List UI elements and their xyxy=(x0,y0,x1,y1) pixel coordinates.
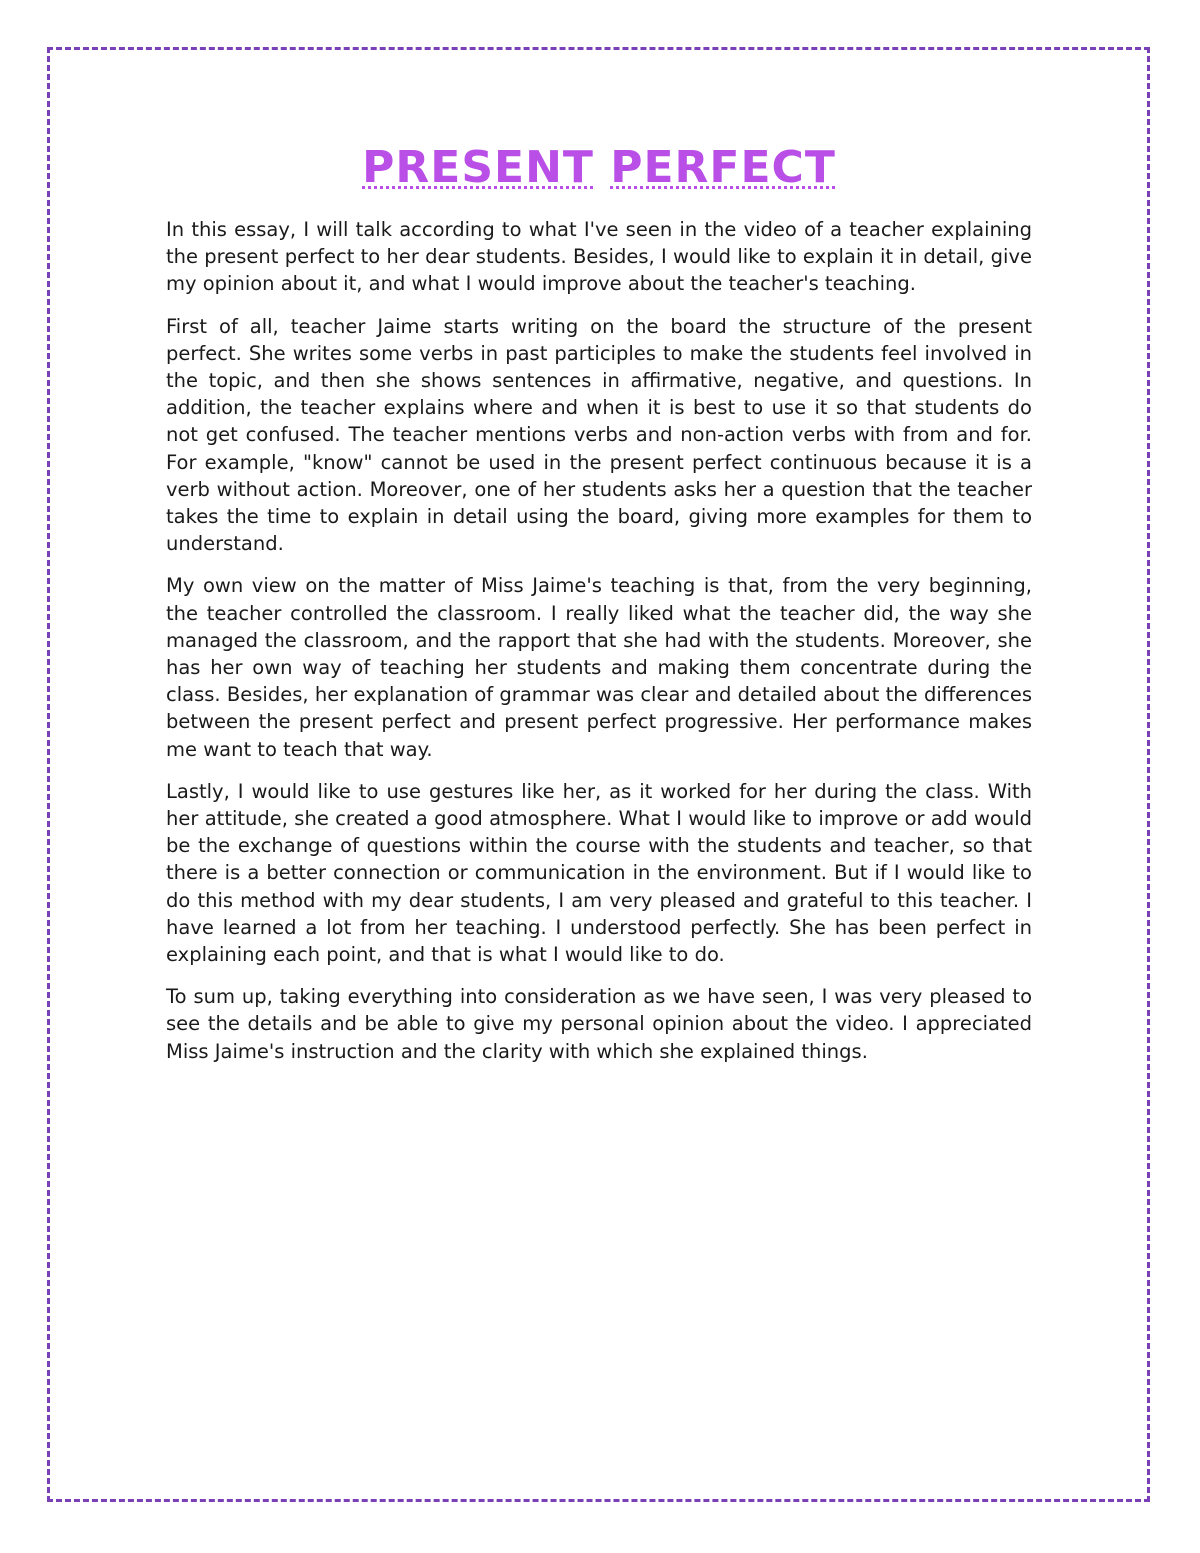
paragraph-conclusion: To sum up, taking everything into consideration as we have seen, I was very pleased to see the details and be able to give my personal opinion about the video. I appreciated Miss Jaime's instruction and the clarity with which she explained things. xyxy=(166,985,1032,1063)
paragraph-first: First of all, teacher Jaime starts writing on the board the structure of the present perfect. She writes some verbs in past participles to make the students feel involved in the topic, and then she shows sentences in affirmative, negative, and questions. In addition, the teacher explains where and when it is best to use it so that students do not get confused. The teacher mentions verbs and non-action verbs with from and for. For example, "know" cannot be used in the present perfect continuous because it is a verb without action. Moreover, one of her students asks her a question that the teacher takes the time to explain in detail using the board, giving more examples for them to understand. xyxy=(166,314,1032,556)
document-body xyxy=(166,140,1032,1080)
paragraph-opinion: My own view on the matter of Miss Jaime's teaching is that, from the very beginning, the teacher controlled the classroom. I really liked what the teacher did, the way she managed the classroom, and the rapport that she had with the students. Moreover, she has her own way of teaching her students and making them concentrate during the class. Besides, her explanation of grammar was clear and detailed about the differences between the present perfect and present perfect progressive. Her performance makes me want to teach that way. xyxy=(166,574,1032,761)
paragraph-intro: In this essay, I will talk according to what I've seen in the video of a teacher explaining the present perfect to her dear students. Besides, I would like to explain it in detail, give my opinion about it, and what I would improve about the teacher's teaching. xyxy=(166,218,1032,296)
title-word-2: PERFECT xyxy=(610,142,836,193)
title-word-1: PRESENT xyxy=(362,142,594,193)
page-title xyxy=(166,140,1032,196)
paragraph-lastly: Lastly, I would like to use gestures like her, as it worked for her during the class. With her attitude, she created a good atmosphere. What I would like to improve or add would be the exchange of questions within the course with the students and teacher, so that there is a better connection or communication in the environment. But if I would like to do this method with my dear students, I am very pleased and grateful to this teacher. I have learned a lot from her teaching. I understood perfectly. She has been perfect in explaining each point, and that is what I would like to do. xyxy=(166,779,1032,967)
